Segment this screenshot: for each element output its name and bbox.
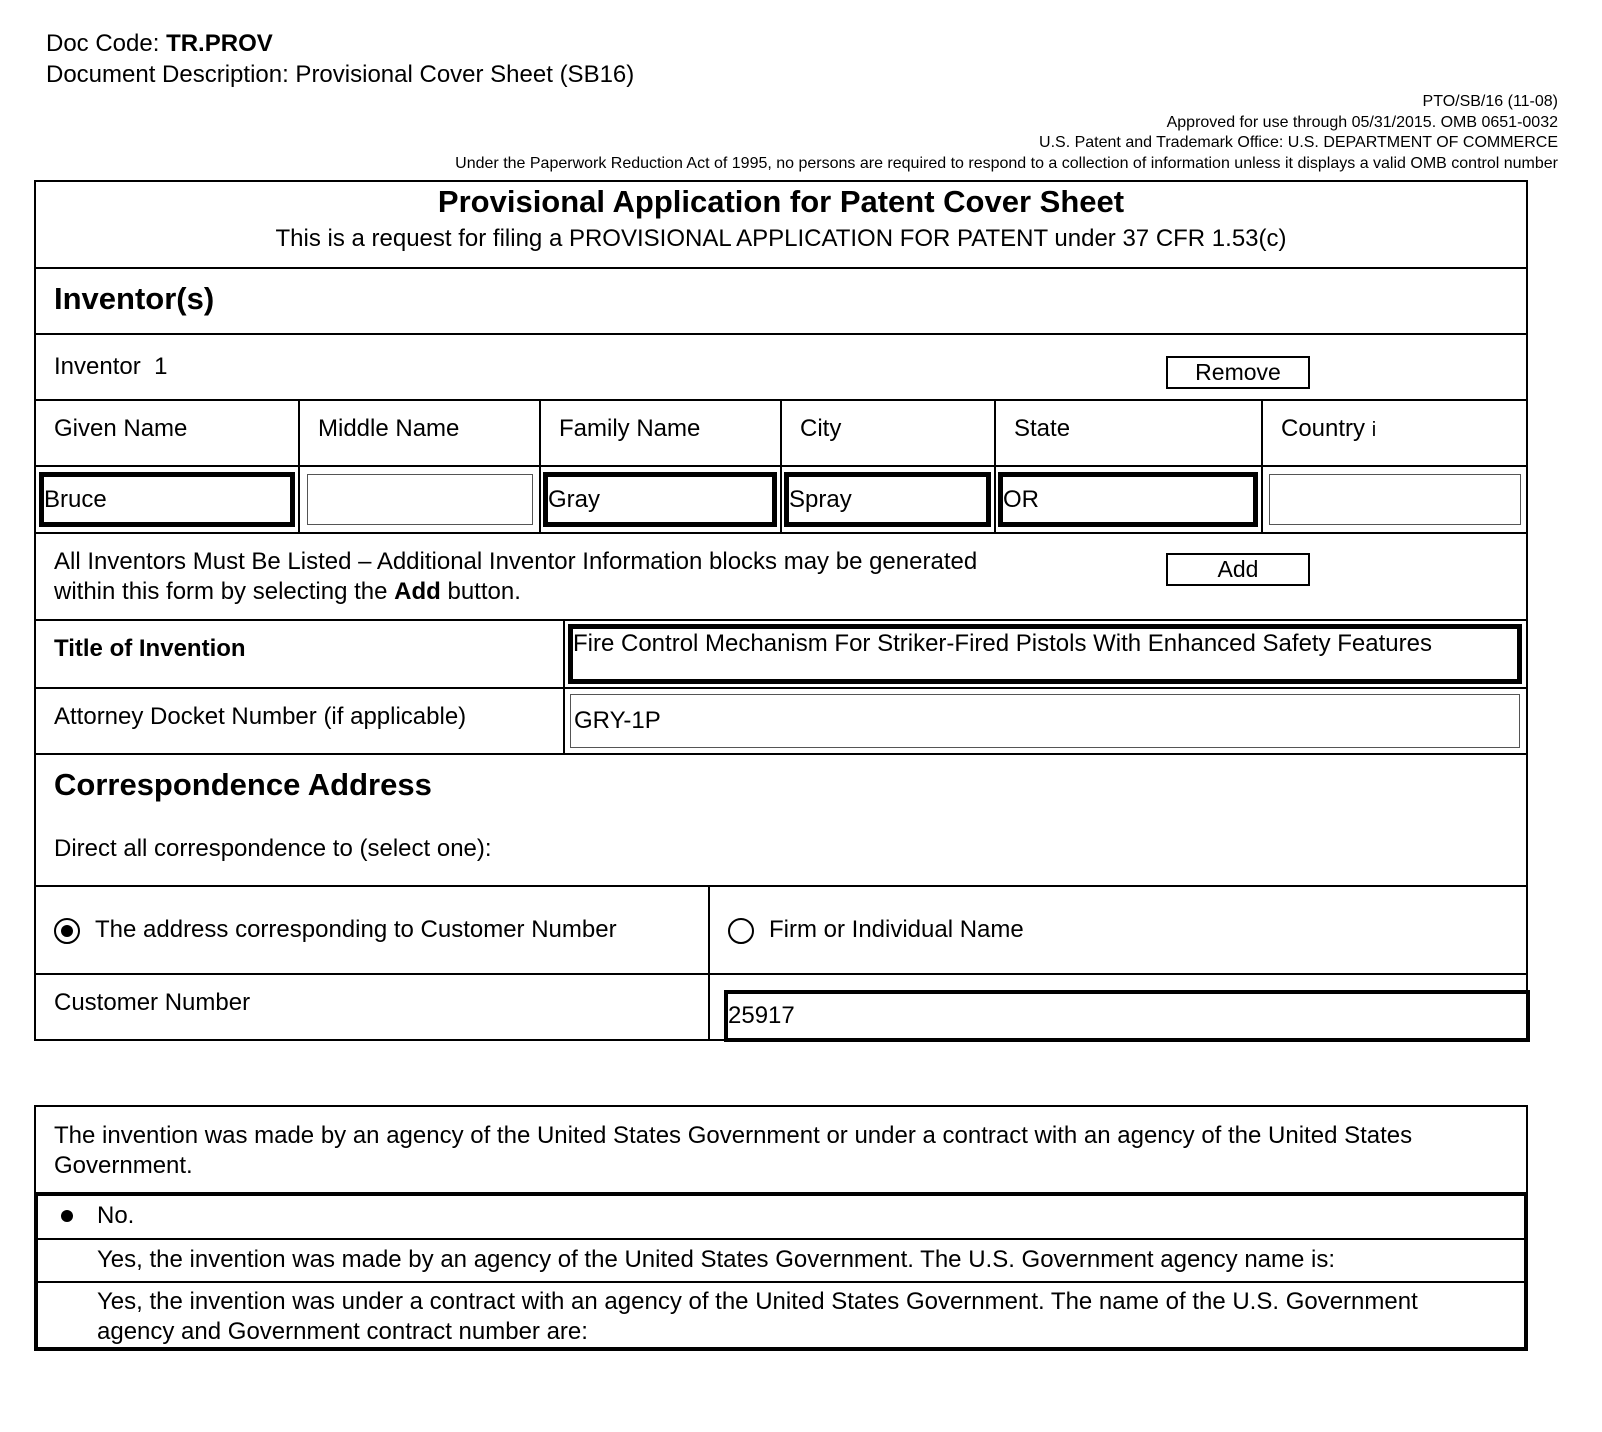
paperwork-note: Under the Paperwork Reduction Act of 1995, no persons are required to respond to a collection of information unless it displays a valid OMB control number — [455, 154, 1558, 172]
inventor-label — [54, 353, 167, 381]
column-divider — [708, 885, 710, 1041]
column-header-country-text: Country — [1281, 415, 1366, 442]
form-number: PTO/SB/16 (11-08) — [1422, 93, 1558, 110]
state-input[interactable] — [998, 472, 1258, 527]
inventors-note-text: All Inventors Must Be Listed – Additional Inventor Information blocks may be generated within this form by selecting the — [54, 548, 978, 605]
divider — [34, 973, 1528, 975]
correspondence-instruction: Direct all correspondence to (select one): — [54, 835, 492, 862]
inventors-section-title: Inventor(s) — [54, 281, 215, 316]
divider — [34, 619, 1528, 621]
form-title: Provisional Application for Patent Cover Sheet — [437, 184, 1125, 219]
office-note: U.S. Patent and Trademark Office: U.S. DEPARTMENT OF COMMERCE — [1039, 134, 1558, 151]
form-subtitle: This is a request for filing a PROVISIONAL APPLICATION FOR PATENT under 37 CFR 1.53(c) — [275, 225, 1287, 252]
attorney-docket-input[interactable] — [570, 694, 1520, 748]
divider — [34, 753, 1528, 755]
inventors-note-end: button. — [440, 578, 521, 605]
column-header-country — [1281, 415, 1376, 443]
given-name-input[interactable] — [39, 472, 295, 527]
attorney-docket-label: Attorney Docket Number (if applicable) — [54, 703, 467, 730]
doc-code — [46, 30, 273, 58]
government-option-yes-contract[interactable]: Yes, the invention was under a contract with an agency of the United States Government. The name of the U.S. Government agency and Government contract number are: — [97, 1288, 1418, 1345]
government-statement: The invention was made by an agency of the United States Government or under a contract with an agency of the United States Government. — [54, 1122, 1413, 1179]
approval-note: Approved for use through 05/31/2015. OMB 0651-0032 — [1166, 113, 1558, 131]
customer-number-input[interactable] — [724, 990, 1530, 1042]
firm-name-radio[interactable] — [728, 918, 754, 944]
column-header-middle-name: Middle Name — [318, 415, 460, 442]
column-header-city: City — [800, 415, 842, 442]
inventor-number: 1 — [154, 353, 168, 380]
inventors-note — [54, 547, 1014, 607]
inventor-label-text: Inventor — [54, 353, 141, 380]
main-form-frame — [34, 180, 1528, 1041]
title-of-invention-label: Title of Invention — [54, 635, 246, 662]
add-inventor-button[interactable]: Add — [1166, 553, 1310, 586]
title-of-invention-input[interactable] — [568, 624, 1522, 684]
info-icon[interactable]: i — [1371, 419, 1377, 441]
pto-header-block — [455, 92, 1558, 174]
selected-option-bullet — [61, 1210, 73, 1222]
divider — [34, 267, 1528, 269]
divider — [34, 532, 1528, 534]
remove-inventor-button[interactable]: Remove — [1166, 356, 1310, 389]
city-input[interactable] — [784, 472, 991, 527]
firm-name-option-label[interactable]: Firm or Individual Name — [769, 916, 1024, 943]
divider — [34, 333, 1528, 335]
country-input[interactable] — [1269, 474, 1521, 525]
divider — [36, 1281, 1526, 1283]
divider — [34, 885, 1528, 887]
customer-number-radio[interactable] — [54, 918, 80, 944]
correspondence-section-title: Correspondence Address — [54, 767, 432, 802]
inventors-note-bold: Add — [394, 578, 441, 605]
family-name-input[interactable] — [543, 472, 777, 527]
government-option-yes-agency[interactable]: Yes, the invention was made by an agency of the United States Government. The U.S. Government agency name is: — [97, 1246, 1336, 1273]
column-header-family-name: Family Name — [559, 415, 701, 442]
customer-number-option-label[interactable]: The address corresponding to Customer Number — [95, 916, 617, 943]
divider — [34, 465, 1528, 467]
column-header-given-name: Given Name — [54, 415, 188, 442]
doc-code-value: TR.PROV — [166, 30, 273, 57]
customer-number-label: Customer Number — [54, 989, 251, 1016]
doc-description: Document Description: Provisional Cover Sheet (SB16) — [46, 61, 635, 88]
radio-selected-dot — [61, 925, 73, 937]
doc-code-label: Doc Code: — [46, 30, 160, 57]
divider — [36, 1238, 1526, 1240]
middle-name-input[interactable] — [307, 474, 533, 525]
government-option-no[interactable]: No. — [97, 1202, 135, 1229]
column-header-state: State — [1014, 415, 1071, 442]
divider — [34, 687, 1528, 689]
